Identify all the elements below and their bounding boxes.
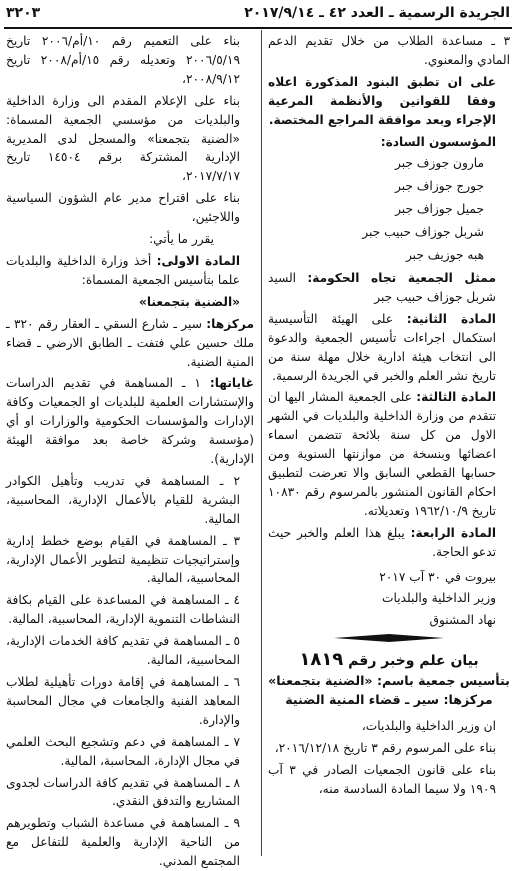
header-divider — [4, 27, 512, 29]
notice-number: ١٨١٩ — [299, 649, 344, 671]
left-column — [6, 32, 254, 869]
founder-name: جميل جوزاف جبر — [395, 202, 484, 217]
goal-7: ٧ ـ المساهمة في دعم وتشجيع البحث العلمي في مجال الإدارة، المحاسبة، المالية. — [6, 734, 240, 768]
art3-text: على الجمعية المشار اليها ان تتقدم من وزارة الداخلية والبلديات في الشهر الاول من كل سنة بلائحة تتضمن اسماء اعضائها وبنسخة من موازنتها السنوية ومن حسابها القطعي السابق والا تعرضت لتطبيق احكام القانون المنشور بالمرسوم رقم ١٠٨٣٠ تاريخ ١٩٦٢/١٠/٩ وتعديلاته. — [268, 390, 496, 518]
hq-label: مركزها: — [206, 316, 254, 331]
article-4 — [268, 524, 510, 562]
circular-reference: بناء على التعميم رقم ١٠/أم/٢٠٠٦ تاريخ ٢٠٠٦/٥/١٩ وتعديله رقم ١٥/أم/٢٠٠٨ تاريخ ٢٠٠٨/٩/١٢، — [6, 34, 240, 86]
rep-name: السيد شربل جوزاف حبيب جبر — [268, 270, 496, 304]
art4-label: المادة الرابعة: — [410, 525, 497, 540]
art3-label: المادة الثالثة: — [416, 390, 496, 405]
founder-name: هبه جوزيف جبر — [405, 248, 484, 263]
minister-preamble: ان وزير الداخلية والبلديات، — [361, 719, 496, 734]
goal-4: ٤ ـ المساهمة في المساعدة على القيام بكافة النشاطات التنموية الإدارية، المحاسبية، المالية. — [6, 593, 240, 627]
law-reference: بناء على قانون الجمعيات الصادر في ٣ آب ١٩٠٩ ولا سيما المادة السادسة منه، — [268, 763, 497, 796]
founders-list — [268, 154, 510, 265]
goal-6: ٦ ـ المساهمة في إقامة دورات تأهيلية لطلاب المعاهد الفنية والجامعات في مجال المحاسبة والإدارة. — [6, 675, 240, 727]
column-divider — [261, 30, 262, 856]
notice-headquarters: مركزها: سير ـ قضاء المنية الضنية — [285, 692, 493, 708]
article-2 — [268, 310, 510, 386]
signature-place-date: بيروت في ٣٠ آب ٢٠١٧ — [379, 569, 496, 584]
hq-text: سير ـ شارع السقي ـ العقار رقم ٣٢٠ ـ ملك حسين علي فتفت ـ الطابق الارضي ـ قضاء المنية الضنية. — [6, 316, 254, 369]
art2-text: على الهيئة التأسيسية استكمال اجراءات تأسيس الجمعية والدعوة الى انتخاب هيئة ادارية خلال مهلة سنة من تاريخ نشر العلم والخبر في الجريدة الرسمية. — [268, 311, 496, 383]
goal-3-continued: ٣ ـ مساعدة الطلاب من خلال تقديم الدعم المادي والمعنوي. — [268, 34, 510, 67]
goal-8: ٨ ـ المساهمة في تقديم كافة الدراسات لجدوى المشاريع والتدفق النقدي. — [6, 775, 240, 809]
proposal-reference: بناء على اقتراح مدير عام الشؤون السياسية واللاجئين، — [6, 191, 240, 225]
founders-label: المؤسسون السادة: — [380, 134, 496, 149]
founder-name: شربل جوزاف حبيب جبر — [362, 225, 484, 240]
notification-reference: بناء على الإعلام المقدم الى وزارة الداخلية والبلديات من مؤسسي الجمعية المسماة: «الضنية بتجمعنا» والمسجل لدى المديرية الإدارية المشتركة برقم ١٤٥٠٤ تاريخ ٢٠١٧/٧/١٧، — [6, 93, 240, 184]
article-1 — [6, 252, 254, 290]
art2-label: المادة الثانية: — [406, 311, 496, 326]
signature-title: وزير الداخلية والبلديات — [382, 591, 496, 606]
headquarters — [6, 315, 254, 372]
notice-title-prefix: بيان علم وخبر رقم — [348, 653, 479, 670]
government-representative — [268, 269, 510, 307]
art1-label: المادة الاولى: — [156, 253, 240, 268]
founder-name: جورج جوزاف جبر — [394, 179, 484, 194]
goal-1-text: ١ ـ المساهمة في تقديم الدراسات والإستشارات العلمية للبلديات او الجمعيات وكافة الإدارات والمؤسسات الحكومية والوزارات او أي (مؤسسة وشركة خاصة بعد موافقة الهيئة الإدارية). — [6, 376, 254, 467]
page-header — [0, 0, 516, 28]
signature-name: نهاد المشنوق — [429, 613, 496, 628]
goal-3: ٣ ـ المساهمة في القيام بوضع خطط إدارية وإستراتيجيات تنظيمية لتطوير الأعمال الإدارية، المحاسبية، المالية. — [6, 533, 240, 586]
page-number: ٣٢٠٣ — [6, 5, 41, 21]
association-name: «الضنية بتجمعنا» — [138, 294, 240, 309]
compliance-clause: على ان تطبق البنود المذكورة اعلاه وفقا للقوانين والأنظمة المرعية الإجراء وبعد موافقة المراجع المختصة. — [268, 74, 496, 127]
founder-name: مارون جوزف جبر — [395, 156, 484, 171]
goals-label: غاياتها: — [209, 376, 254, 391]
notice-subtitle: بتأسيس جمعية باسم: «الضنية بتجمعنا» — [268, 673, 510, 689]
ornament-divider — [334, 634, 444, 642]
journal-issue-title: الجريدة الرسمية ـ العدد ٤٢ ـ ٢٠١٧/٩/١٤ — [244, 5, 510, 21]
notice-title — [268, 650, 510, 671]
right-column — [268, 32, 510, 856]
goal-1 — [6, 374, 254, 469]
goal-2: ٢ ـ المساهمة في تدريب وتأهيل الكوادر البشرية للقيام بالأعمال الإدارية، المحاسبية، المالية. — [6, 473, 240, 526]
goal-5: ٥ ـ المساهمة في تقديم كافة الخدمات الإدارية، المحاسبية، المالية. — [6, 634, 240, 668]
art4-text: يبلغ هذا العلم والخبر حيث تدعو الحاجة. — [268, 525, 496, 559]
article-3 — [268, 388, 510, 520]
goal-9: ٩ ـ المساهمة في مساعدة الشباب وتطويرهم من الناحية الإدارية والعلمية للتفاعل مع المجتمع المدني. — [6, 816, 240, 869]
art1-text: أخذ وزارة الداخلية والبلديات علما بتأسيس الجمعية المسماة: — [6, 253, 240, 287]
decree-reference: بناء على المرسوم رقم ٣ تاريخ ٢٠١٦/١٢/١٨، — [274, 741, 496, 756]
decision-intro: يقرر ما يأتي: — [149, 232, 214, 247]
rep-label: ممثل الجمعية تجاه الحكومة: — [307, 270, 496, 285]
